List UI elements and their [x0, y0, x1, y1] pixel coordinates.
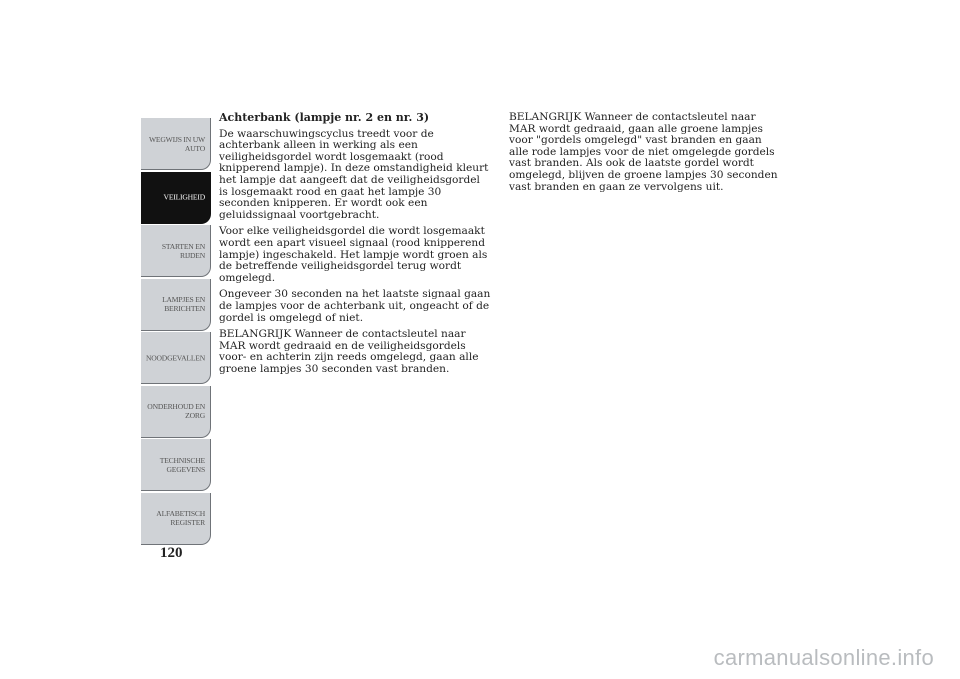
tab-label: ONDERHOUD EN ZORG [147, 402, 205, 420]
tab-label: TECHNISCHE GEGEVENS [159, 455, 205, 474]
paragraph: Ongeveer 30 seconden na het laatste signaal gaan de lampjes voor de achterbank uit, ongeacht of de gordel is omgelegd of niet. [219, 288, 491, 324]
tab-alfabetisch-register[interactable] [141, 493, 211, 545]
section-tab-sidebar [141, 118, 211, 546]
watermark: carmanualsonline.info [713, 645, 934, 670]
tab-lampjes-en-berichten[interactable] [141, 279, 211, 331]
paragraph: BELANGRIJK Wanneer de contactsleutel naar MAR wordt gedraaid, gaan alle groene lampjes voor "gordels omgelegd" vast branden en gaan alle rode lampjes voor de niet omgelegde gordels vast branden. Als ook de laatste gordel wordt omgelegd, blijven de groene lampjes 30 seconden vast branden en gaan ze vervolgens uit. [509, 111, 778, 193]
tab-label: STARTEN EN RIJDEN [161, 241, 205, 260]
tab-label: LAMPJES EN BERICHTEN [162, 295, 205, 313]
tab-label: NOODGEVALLEN [145, 353, 205, 362]
tab-noodgevallen[interactable] [141, 332, 211, 384]
tab-label: ALFABETISCH REGISTER [156, 509, 205, 527]
paragraph: De waarschuwingscyclus treedt voor de achterbank alleen in werking als een veiligheidsgordel wordt losgemaakt (rood knipperend lampje). In deze omstandigheid kleurt het lampje dat aangeeft dat de veiligheidsgordel is losgemaakt rood en gaat het lampje 30 seconden knipperen. Er wordt ook een geluidssignaal voortgebracht. [219, 127, 489, 221]
paragraph: Voor elke veiligheidsgordel die wordt losgemaakt wordt een apart visueel signaal (rood knipperend lampje) ingeschakeld. Het lampje wordt groen als de betreffende veiligheidsgordel terug wordt omgelegd. [219, 225, 488, 284]
tab-wegwijs-in-uw-auto[interactable] [141, 118, 211, 170]
page-number: 120 [160, 545, 183, 561]
tab-veiligheid[interactable] [141, 172, 211, 224]
section-heading: Achterbank (lampje nr. 2 en nr. 3) [219, 111, 430, 124]
tab-starten-en-rijden[interactable] [141, 225, 211, 277]
tab-label: VEILIGHEID [163, 192, 205, 202]
text-column-right [509, 112, 779, 198]
text-column-left [219, 112, 491, 380]
paragraph: BELANGRIJK Wanneer de contactsleutel naar MAR wordt gedraaid en de veiligheidsgordels voor- en achterin zijn reeds omgelegd, gaan alle groene lampjes 30 seconden vast branden. [219, 328, 479, 375]
tab-label: WEGWIJS IN UW AUTO [148, 134, 205, 153]
tab-onderhoud-en-zorg[interactable] [141, 386, 211, 438]
tab-technische-gegevens[interactable] [141, 439, 211, 491]
